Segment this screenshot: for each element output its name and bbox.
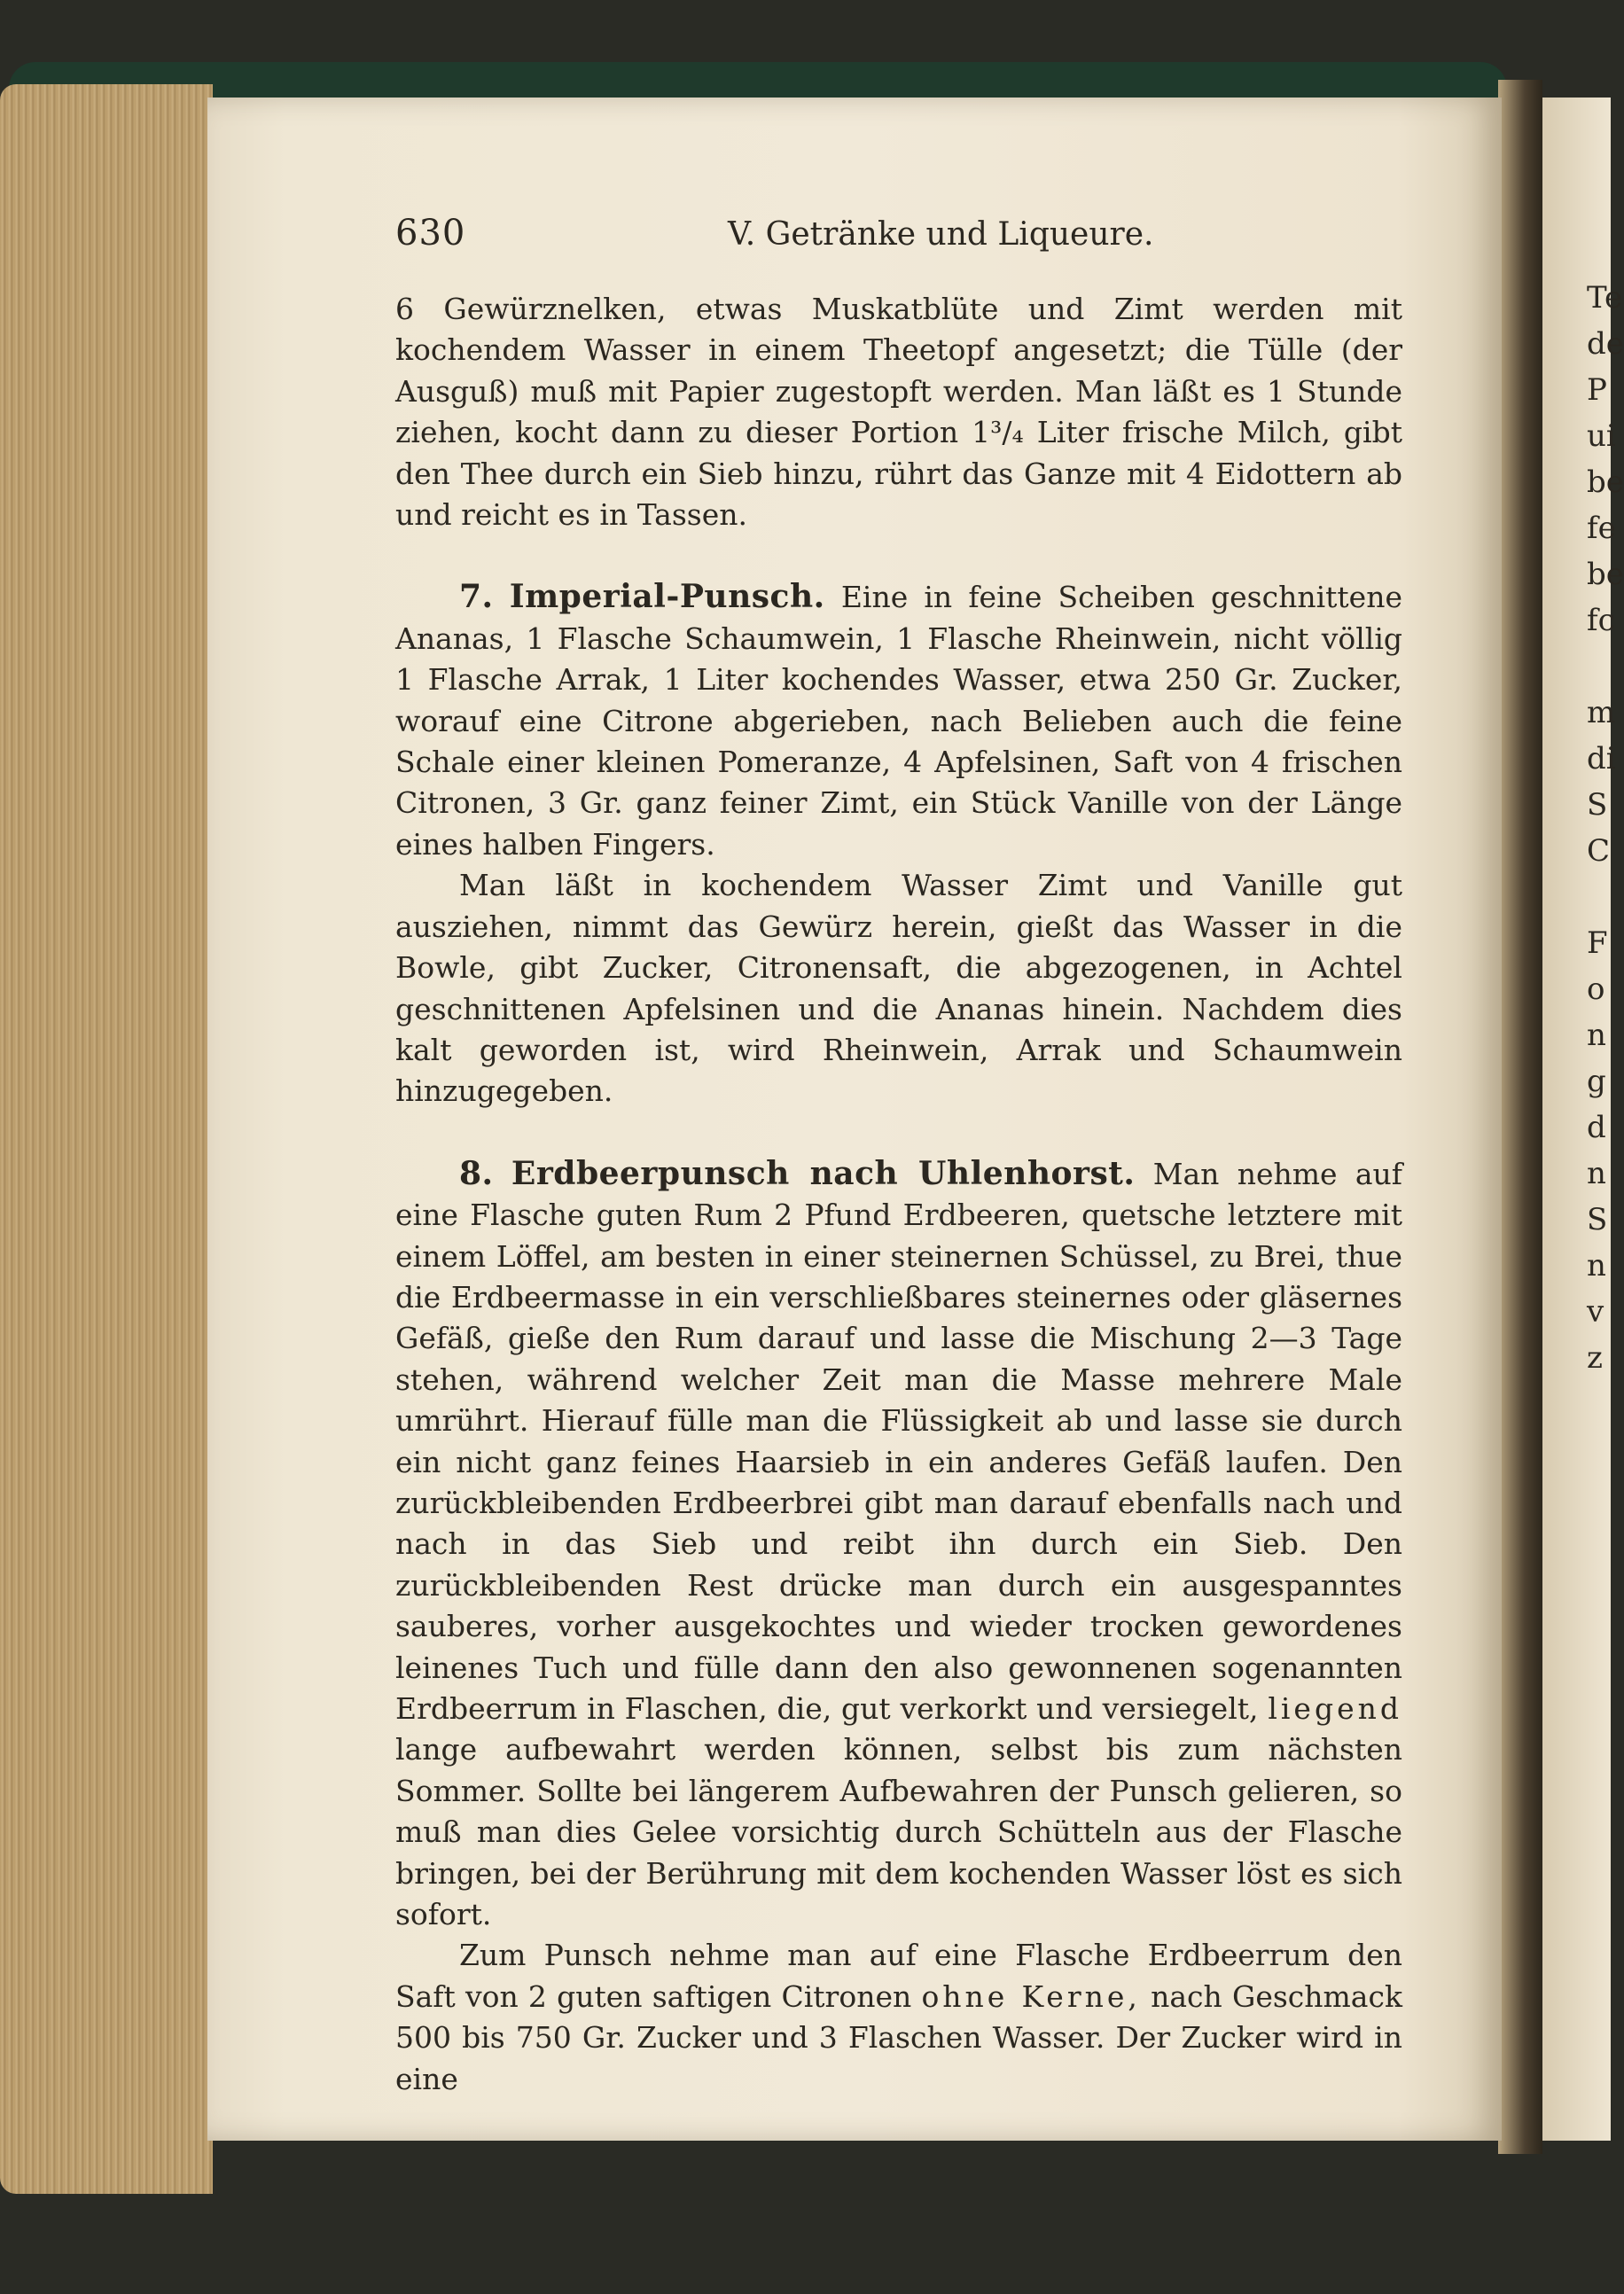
page-edges — [0, 84, 213, 2194]
facing-page-fragment: fe — [1587, 511, 1616, 546]
page-number: 630 — [395, 213, 466, 254]
facing-page-fragment: m — [1587, 695, 1616, 730]
facing-page-fragment: S — [1587, 787, 1608, 823]
facing-page-fragment: d — [1587, 1110, 1606, 1145]
text-column — [395, 289, 1402, 2100]
recipe-7-paragraph-2: Man läßt in kochendem Wasser Zimt und Vanille gut ausziehen, nimmt das Gewürz herein, gießt das Wasser in die Bowle, gibt Zucker, Citronensaft, die abgezogenen, in Achtel geschnittenen Apfelsinen und die Ananas hinein. Nachdem dies kalt geworden ist, wird Rheinwein, Arrak und Schaumwein hinzugegeben. — [395, 868, 1402, 1109]
recipe-8-text-2a: Zum Punsch nehme man auf eine Flasche Erdbeerrum den Saft von 2 guten saftigen Citronen — [395, 1938, 1402, 2014]
facing-page-fragment: ui — [1587, 418, 1616, 454]
recipe-8-text-1b: lange aufbewahrt werden können, selbst bis zum nächsten Sommer. Sollte bei längerem Aufbewahren der Punsch gelieren, so muß man dies Gelee vorsichtig durch Schütteln aus der Flasche bringen, bei der Berührung mit dem kochenden Wasser löst es sich sofort. — [395, 1732, 1402, 1932]
facing-page-fragment: di — [1587, 741, 1616, 776]
recipe-7-number: 7. — [459, 578, 494, 616]
recipe-8-paragraph-1 — [395, 1153, 1402, 1936]
facing-page-fragment: n — [1587, 1248, 1606, 1284]
facing-page-fragment: F — [1587, 925, 1608, 961]
recipe-8-emphasis-ohne-kerne: ohne Kerne, — [921, 1978, 1141, 2014]
facing-page-text-fragments — [1587, 275, 1624, 1381]
recipe-8-title: Erdbeerpunsch nach Uhlenhorst. — [511, 1154, 1136, 1192]
recipe-7-text-1: Eine in feine Scheiben geschnittene Ananas, 1 Flasche Schaumwein, 1 Flasche Rheinwein, nicht völlig 1 Flasche Arrak, 1 Liter kochendes Wasser, etwa 250 Gr. Zucker, worauf eine Citrone abgerieben, nach Belieben auch die feine Schale einer kleinen Pomeranze, 4 Apfelsinen, Saft von 4 frischen Citronen, 3 Gr. ganz feiner Zimt, ein Stück Vanille von der Länge eines halben Fingers. — [395, 580, 1402, 862]
facing-page-fragment: de — [1587, 326, 1624, 362]
recipe-8-text-1a: Man nehme auf eine Flasche guten Rum 2 Pfund Erdbeeren, quetsche letztere mit einem Löffel, am besten in einer steinernen Schüssel, zu Brei, thue die Erdbeermasse in ein verschließbares steinernes oder gläsernes Gefäß, gieße den Rum darauf und lasse die Mischung 2—3 Tage stehen, während welcher Zeit man die Masse mehrere Male umrührt. Hierauf fülle man die Flüssigkeit ab und lasse sie durch ein nicht ganz feines Haarsieb in ein anderes Gefäß laufen. Den zurückbleibenden Erdbeerbrei gibt man darauf ebenfalls nach und nach in das Sieb und reibt ihn durch ein Sieb. Den zurückbleibenden Rest drücke man durch ein ausgespanntes sauberes, vorher ausgekochtes und wieder trocken gewordenes leinenes Tuch und fülle dann den also gewonnenen sogenannten Erdbeerrum in Flaschen, die, gut verkorkt und versiegelt, — [395, 1156, 1402, 1726]
recipe-7-title: Imperial-Punsch. — [509, 578, 825, 616]
facing-page-fragment: g — [1587, 1064, 1606, 1099]
book-cover-edge — [9, 62, 1507, 98]
recipe-7 — [395, 576, 1402, 1112]
facing-page-fragment: C — [1587, 833, 1611, 869]
recipe-8 — [395, 1153, 1402, 2100]
facing-page-fragment: P — [1587, 372, 1607, 408]
facing-page-fragment — [1587, 874, 1611, 920]
recipe-7-paragraph-1 — [395, 576, 1402, 865]
recipe-8-paragraph-2 — [395, 1935, 1402, 2100]
facing-page-fragment — [1587, 644, 1611, 690]
facing-page-fragment: z — [1587, 1340, 1603, 1376]
recipe-8-text-2b: nach Geschmack 500 bis 750 Gr. Zucker und 3 Flaschen Wasser. Der Zucker wird in eine — [395, 1978, 1402, 2096]
facing-page-fragment: n — [1587, 1018, 1606, 1053]
book-gutter — [1498, 80, 1542, 2154]
facing-page-fragment: S — [1587, 1202, 1608, 1237]
facing-page-fragment: n — [1587, 1156, 1606, 1191]
chapter-title: V. Getränke und Liqueure. — [728, 216, 1154, 253]
facing-page-fragment: Te — [1587, 280, 1623, 316]
facing-page-fragment: v — [1587, 1294, 1604, 1330]
facing-page-fragment: be — [1587, 557, 1624, 592]
running-head — [395, 213, 1402, 266]
recipe-8-number: 8. — [459, 1154, 494, 1192]
recipe-8-emphasis-liegend: liegend — [1268, 1691, 1402, 1726]
intro-paragraph: 6 Gewürznelken, etwas Muskatblüte und Zimt werden mit kochendem Wasser in einem Theetopf angesetzt; die Tülle (der Ausguß) muß mit Papier zugestopft werden. Man läßt es 1 Stunde ziehen, kocht dann zu dieser Portion 1³/₄ Liter frische Milch, gibt den Thee durch ein Sieb hinzu, rührt das Ganze mit 4 Eidottern ab und reicht es in Tassen. — [395, 292, 1402, 533]
facing-page-fragment: fc — [1587, 603, 1615, 638]
facing-page-fragment: be — [1587, 464, 1624, 500]
facing-page-fragment: o — [1587, 971, 1605, 1007]
